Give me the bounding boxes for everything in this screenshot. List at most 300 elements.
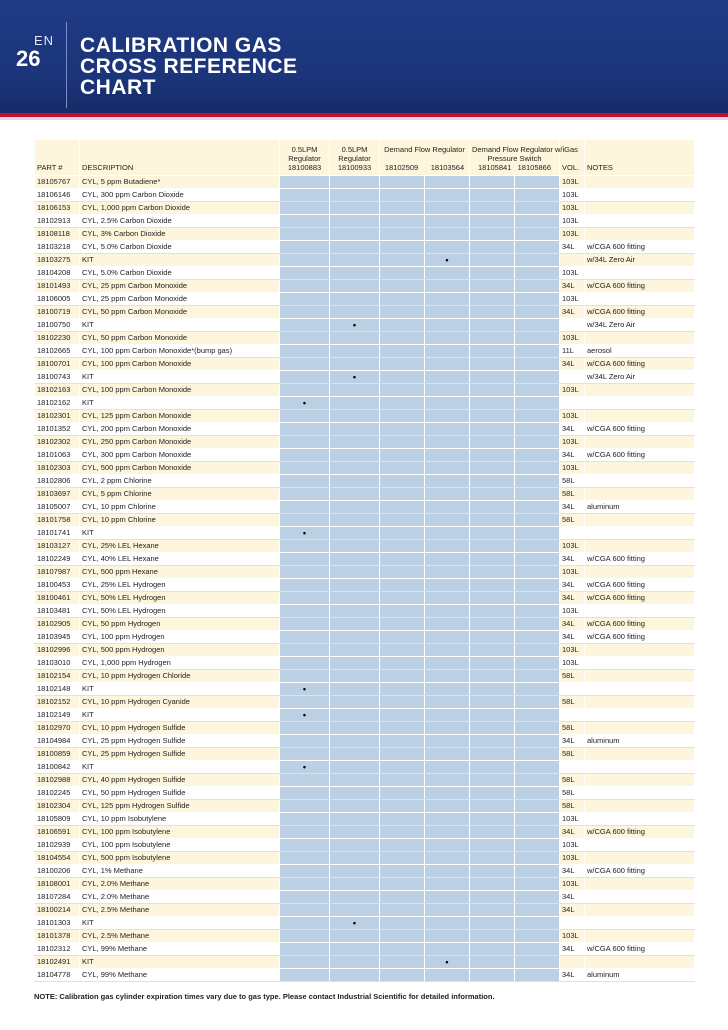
regulator-cell <box>425 839 470 852</box>
regulator-cell <box>380 800 425 813</box>
notes-cell <box>585 267 695 280</box>
regulator-cell <box>380 657 425 670</box>
volume-cell: 34L <box>560 969 585 982</box>
regulator-cell <box>425 735 470 748</box>
regulator-cell <box>330 748 380 761</box>
regulator-cell <box>515 358 560 371</box>
regulator-cell <box>515 852 560 865</box>
part-number-cell: 18102996 <box>35 644 80 657</box>
part-number-cell: 18106153 <box>35 202 80 215</box>
table-row <box>35 436 695 449</box>
notes-cell: aerosol <box>585 345 695 358</box>
regulator-cell <box>470 540 515 553</box>
compatibility-mark: • <box>330 319 380 332</box>
regulator-cell <box>470 761 515 774</box>
regulator-cell <box>515 566 560 579</box>
notes-cell: w/CGA 600 fitting <box>585 579 695 592</box>
regulator-cell <box>330 956 380 969</box>
regulator-cell <box>380 969 425 982</box>
volume-cell: 34L <box>560 826 585 839</box>
table-row <box>35 449 695 462</box>
table-row <box>35 176 695 189</box>
regulator-cell <box>425 709 470 722</box>
part-number-cell: 18105007 <box>35 501 80 514</box>
regulator-cell <box>470 839 515 852</box>
regulator-cell <box>380 748 425 761</box>
table-row <box>35 488 695 501</box>
regulator-cell <box>425 579 470 592</box>
regulator-cell <box>425 540 470 553</box>
regulator-cell <box>470 462 515 475</box>
part-number-cell: 18103945 <box>35 631 80 644</box>
table-row <box>35 319 695 332</box>
regulator-cell <box>380 514 425 527</box>
table-row <box>35 644 695 657</box>
volume-cell: 103L <box>560 878 585 891</box>
regulator-cell <box>380 332 425 345</box>
header-description: DESCRIPTION <box>80 140 280 176</box>
notes-cell <box>585 514 695 527</box>
volume-cell: 34L <box>560 943 585 956</box>
part-number-cell: 18101352 <box>35 423 80 436</box>
regulator-cell <box>330 176 380 189</box>
regulator-cell <box>470 644 515 657</box>
table-row <box>35 241 695 254</box>
part-number-cell: 18102162 <box>35 397 80 410</box>
regulator-cell <box>515 956 560 969</box>
description-cell: CYL, 2.5% Methane <box>80 904 280 917</box>
regulator-cell <box>330 189 380 202</box>
regulator-cell <box>280 696 330 709</box>
notes-cell <box>585 891 695 904</box>
part-number-cell: 18102154 <box>35 670 80 683</box>
table-row <box>35 410 695 423</box>
regulator-cell <box>425 826 470 839</box>
notes-cell <box>585 332 695 345</box>
notes-cell <box>585 410 695 423</box>
description-cell: CYL, 3% Carbon Dioxide <box>80 228 280 241</box>
description-cell: CYL, 50 ppm Carbon Monoxide <box>80 332 280 345</box>
description-cell: KIT <box>80 761 280 774</box>
regulator-cell <box>470 267 515 280</box>
regulator-cell <box>515 800 560 813</box>
regulator-cell <box>280 644 330 657</box>
volume-cell: 103L <box>560 332 585 345</box>
compatibility-mark: • <box>425 254 470 267</box>
regulator-cell <box>380 254 425 267</box>
description-cell: CYL, 1% Methane <box>80 865 280 878</box>
part-number-cell: 18108001 <box>35 878 80 891</box>
part-number-cell: 18102905 <box>35 618 80 631</box>
regulator-cell <box>470 436 515 449</box>
regulator-cell <box>330 332 380 345</box>
volume-cell <box>560 917 585 930</box>
regulator-cell <box>330 436 380 449</box>
part-number-cell: 18101741 <box>35 527 80 540</box>
compatibility-mark: • <box>280 527 330 540</box>
notes-cell <box>585 527 695 540</box>
regulator-cell <box>330 345 380 358</box>
regulator-cell <box>380 618 425 631</box>
volume-cell: 103L <box>560 852 585 865</box>
regulator-cell <box>515 878 560 891</box>
regulator-cell <box>380 839 425 852</box>
header-demand-flow: Demand Flow Regulator 18102509 18103564 <box>380 140 470 176</box>
regulator-cell <box>280 280 330 293</box>
regulator-cell <box>425 761 470 774</box>
regulator-cell <box>425 657 470 670</box>
regulator-cell <box>425 345 470 358</box>
notes-cell: w/CGA 600 fitting <box>585 423 695 436</box>
volume-cell: 103L <box>560 540 585 553</box>
regulator-cell <box>470 345 515 358</box>
regulator-cell <box>280 735 330 748</box>
part-number-cell: 18103275 <box>35 254 80 267</box>
notes-cell: w/CGA 600 fitting <box>585 553 695 566</box>
regulator-cell <box>470 397 515 410</box>
compatibility-mark: • <box>330 371 380 384</box>
volume-cell: 34L <box>560 904 585 917</box>
description-cell: CYL, 25 ppm Hydrogen Sulfide <box>80 735 280 748</box>
regulator-cell <box>470 956 515 969</box>
regulator-cell <box>280 579 330 592</box>
part-number-cell: 18102249 <box>35 553 80 566</box>
notes-cell <box>585 189 695 202</box>
description-cell: CYL, 50 ppm Hydrogen Sulfide <box>80 787 280 800</box>
table-header-row <box>35 140 695 176</box>
table-row <box>35 943 695 956</box>
part-number-cell: 18102302 <box>35 436 80 449</box>
regulator-cell <box>280 436 330 449</box>
notes-cell <box>585 683 695 696</box>
regulator-cell <box>425 553 470 566</box>
volume-cell: 103L <box>560 202 585 215</box>
volume-cell: 58L <box>560 488 585 501</box>
table-body <box>35 176 695 982</box>
language-code: EN <box>34 33 55 48</box>
regulator-cell <box>280 943 330 956</box>
notes-cell <box>585 384 695 397</box>
regulator-cell <box>380 527 425 540</box>
regulator-cell <box>425 514 470 527</box>
regulator-cell <box>380 553 425 566</box>
part-number-cell: 18103218 <box>35 241 80 254</box>
table-row <box>35 605 695 618</box>
regulator-cell <box>470 319 515 332</box>
description-cell: CYL, 100 ppm Carbon Monoxide <box>80 358 280 371</box>
footnote: NOTE: Calibration gas cylinder expiration times vary due to gas type. Please contact Industrial Scientific for detailed information. <box>34 992 495 1001</box>
part-number-cell: 18100743 <box>35 371 80 384</box>
volume-cell <box>560 527 585 540</box>
regulator-cell <box>515 969 560 982</box>
table-row <box>35 839 695 852</box>
regulator-cell <box>380 592 425 605</box>
regulator-cell <box>330 865 380 878</box>
regulator-cell <box>280 722 330 735</box>
description-cell: CYL, 10 ppm Chlorine <box>80 501 280 514</box>
notes-cell <box>585 293 695 306</box>
regulator-cell <box>470 852 515 865</box>
regulator-cell <box>425 449 470 462</box>
regulator-cell <box>425 488 470 501</box>
regulator-cell <box>280 917 330 930</box>
regulator-cell <box>330 384 380 397</box>
table-row <box>35 917 695 930</box>
regulator-cell <box>425 501 470 514</box>
regulator-cell <box>380 241 425 254</box>
regulator-cell <box>280 267 330 280</box>
regulator-cell <box>425 215 470 228</box>
regulator-cell <box>425 904 470 917</box>
regulator-cell <box>425 787 470 800</box>
description-cell: CYL, 100 ppm Isobutylene <box>80 826 280 839</box>
regulator-cell <box>515 345 560 358</box>
table-row <box>35 696 695 709</box>
regulator-cell <box>425 384 470 397</box>
table-row <box>35 657 695 670</box>
description-cell: CYL, 2.0% Methane <box>80 878 280 891</box>
regulator-cell <box>380 462 425 475</box>
description-cell: KIT <box>80 709 280 722</box>
part-number-cell: 18102312 <box>35 943 80 956</box>
regulator-cell <box>280 202 330 215</box>
regulator-cell <box>515 696 560 709</box>
table-row <box>35 527 695 540</box>
regulator-cell <box>380 631 425 644</box>
regulator-cell <box>280 969 330 982</box>
description-cell: CYL, 25% LEL Hydrogen <box>80 579 280 592</box>
regulator-cell <box>425 852 470 865</box>
regulator-cell <box>425 462 470 475</box>
regulator-cell <box>330 969 380 982</box>
regulator-cell <box>470 592 515 605</box>
regulator-cell <box>470 631 515 644</box>
notes-cell: w/34L Zero Air <box>585 371 695 384</box>
regulator-cell <box>280 371 330 384</box>
regulator-cell <box>425 631 470 644</box>
regulator-cell <box>470 553 515 566</box>
regulator-cell <box>425 722 470 735</box>
volume-cell: 103L <box>560 176 585 189</box>
regulator-cell <box>330 878 380 891</box>
volume-cell: 34L <box>560 579 585 592</box>
regulator-cell <box>330 462 380 475</box>
table-row <box>35 189 695 202</box>
compatibility-mark: • <box>280 397 330 410</box>
regulator-cell <box>470 722 515 735</box>
regulator-cell <box>280 605 330 618</box>
part-number-cell: 18100750 <box>35 319 80 332</box>
regulator-cell <box>330 735 380 748</box>
table-row <box>35 280 695 293</box>
regulator-cell <box>330 839 380 852</box>
regulator-cell <box>470 657 515 670</box>
regulator-cell <box>515 891 560 904</box>
regulator-cell <box>330 618 380 631</box>
regulator-cell <box>425 813 470 826</box>
regulator-cell <box>470 293 515 306</box>
regulator-cell <box>330 423 380 436</box>
regulator-cell <box>515 527 560 540</box>
regulator-cell <box>470 423 515 436</box>
regulator-cell <box>470 787 515 800</box>
table-row <box>35 475 695 488</box>
regulator-cell <box>515 267 560 280</box>
regulator-cell <box>280 566 330 579</box>
regulator-cell <box>470 618 515 631</box>
volume-cell: 103L <box>560 644 585 657</box>
regulator-cell <box>515 657 560 670</box>
part-number-cell: 18103127 <box>35 540 80 553</box>
volume-cell <box>560 371 585 384</box>
regulator-cell <box>425 592 470 605</box>
regulator-cell <box>380 566 425 579</box>
regulator-cell <box>515 436 560 449</box>
table-row <box>35 709 695 722</box>
regulator-cell <box>470 449 515 462</box>
regulator-cell <box>470 527 515 540</box>
header-divider <box>66 22 67 108</box>
description-cell: KIT <box>80 527 280 540</box>
part-number-cell: 18100701 <box>35 358 80 371</box>
regulator-cell <box>280 449 330 462</box>
notes-cell <box>585 917 695 930</box>
regulator-cell <box>280 358 330 371</box>
regulator-cell <box>330 852 380 865</box>
description-cell: CYL, 500 ppm Isobutylene <box>80 852 280 865</box>
regulator-cell <box>380 436 425 449</box>
description-cell: CYL, 99% Methane <box>80 943 280 956</box>
regulator-cell <box>380 319 425 332</box>
regulator-cell <box>470 410 515 423</box>
description-cell: CYL, 5 ppm Chlorine <box>80 488 280 501</box>
regulator-cell <box>380 813 425 826</box>
notes-cell <box>585 566 695 579</box>
regulator-cell <box>425 371 470 384</box>
notes-cell: w/34L Zero Air <box>585 254 695 267</box>
part-number-cell: 18106146 <box>35 189 80 202</box>
part-number-cell: 18102988 <box>35 774 80 787</box>
table-row <box>35 748 695 761</box>
regulator-cell <box>380 306 425 319</box>
notes-cell: aluminum <box>585 501 695 514</box>
regulator-cell <box>380 540 425 553</box>
regulator-cell <box>280 891 330 904</box>
table-row <box>35 371 695 384</box>
header-grey-stripe <box>0 117 728 120</box>
part-number-cell: 18101493 <box>35 280 80 293</box>
volume-cell: 58L <box>560 514 585 527</box>
table-row <box>35 384 695 397</box>
regulator-cell <box>515 332 560 345</box>
notes-cell <box>585 800 695 813</box>
volume-cell: 34L <box>560 891 585 904</box>
description-cell: CYL, 300 ppm Carbon Monoxide <box>80 449 280 462</box>
regulator-cell <box>515 488 560 501</box>
regulator-cell <box>380 176 425 189</box>
notes-cell <box>585 670 695 683</box>
volume-cell: 34L <box>560 423 585 436</box>
regulator-cell <box>515 371 560 384</box>
description-cell: CYL, 50 ppm Carbon Monoxide <box>80 306 280 319</box>
regulator-cell <box>280 176 330 189</box>
part-number-cell: 18100842 <box>35 761 80 774</box>
regulator-cell <box>380 696 425 709</box>
regulator-cell <box>280 345 330 358</box>
part-number-cell: 18100719 <box>35 306 80 319</box>
regulator-cell <box>330 670 380 683</box>
part-number-cell: 18101303 <box>35 917 80 930</box>
volume-cell: 34L <box>560 241 585 254</box>
description-cell: CYL, 100 ppm Isobutylene <box>80 839 280 852</box>
regulator-cell <box>330 410 380 423</box>
table-row <box>35 501 695 514</box>
regulator-cell <box>280 306 330 319</box>
part-number-cell: 18106591 <box>35 826 80 839</box>
regulator-cell <box>380 826 425 839</box>
part-number-cell: 18107987 <box>35 566 80 579</box>
description-cell: CYL, 500 ppm Carbon Monoxide <box>80 462 280 475</box>
regulator-cell <box>425 969 470 982</box>
regulator-cell <box>280 462 330 475</box>
regulator-cell <box>425 358 470 371</box>
table-row <box>35 826 695 839</box>
part-number-cell: 18101758 <box>35 514 80 527</box>
regulator-cell <box>280 241 330 254</box>
description-cell: CYL, 50 ppm Hydrogen <box>80 618 280 631</box>
volume-cell: 34L <box>560 280 585 293</box>
part-number-cell: 18104208 <box>35 267 80 280</box>
regulator-cell <box>425 410 470 423</box>
regulator-cell <box>515 423 560 436</box>
table-row <box>35 358 695 371</box>
regulator-cell <box>280 748 330 761</box>
header-demand-flow-switch: Demand Flow Regulator w/iGas Pressure Switch 18105841 18105866 <box>470 140 560 176</box>
regulator-cell <box>425 527 470 540</box>
regulator-cell <box>515 501 560 514</box>
regulator-cell <box>470 384 515 397</box>
regulator-cell <box>280 384 330 397</box>
notes-cell <box>585 176 695 189</box>
regulator-cell <box>280 865 330 878</box>
regulator-cell <box>330 579 380 592</box>
header-notes: NOTES <box>585 140 695 176</box>
regulator-cell <box>470 891 515 904</box>
page-number: 26 <box>16 46 41 71</box>
regulator-cell <box>470 826 515 839</box>
regulator-cell <box>330 761 380 774</box>
description-cell: CYL, 500 ppm Hexane <box>80 566 280 579</box>
header-regulator-1: 0.5LPM Regulator 18100883 <box>280 140 330 176</box>
volume-cell <box>560 709 585 722</box>
table-row <box>35 397 695 410</box>
regulator-cell <box>280 475 330 488</box>
description-cell: CYL, 10 ppm Isobutylene <box>80 813 280 826</box>
regulator-cell <box>425 293 470 306</box>
table-row <box>35 618 695 631</box>
description-cell: CYL, 125 ppm Hydrogen Sulfide <box>80 800 280 813</box>
regulator-cell <box>330 813 380 826</box>
regulator-cell <box>515 189 560 202</box>
notes-cell <box>585 813 695 826</box>
regulator-cell <box>515 254 560 267</box>
regulator-cell <box>470 241 515 254</box>
notes-cell <box>585 722 695 735</box>
volume-cell <box>560 254 585 267</box>
regulator-cell <box>515 215 560 228</box>
regulator-cell <box>380 644 425 657</box>
regulator-cell <box>470 254 515 267</box>
